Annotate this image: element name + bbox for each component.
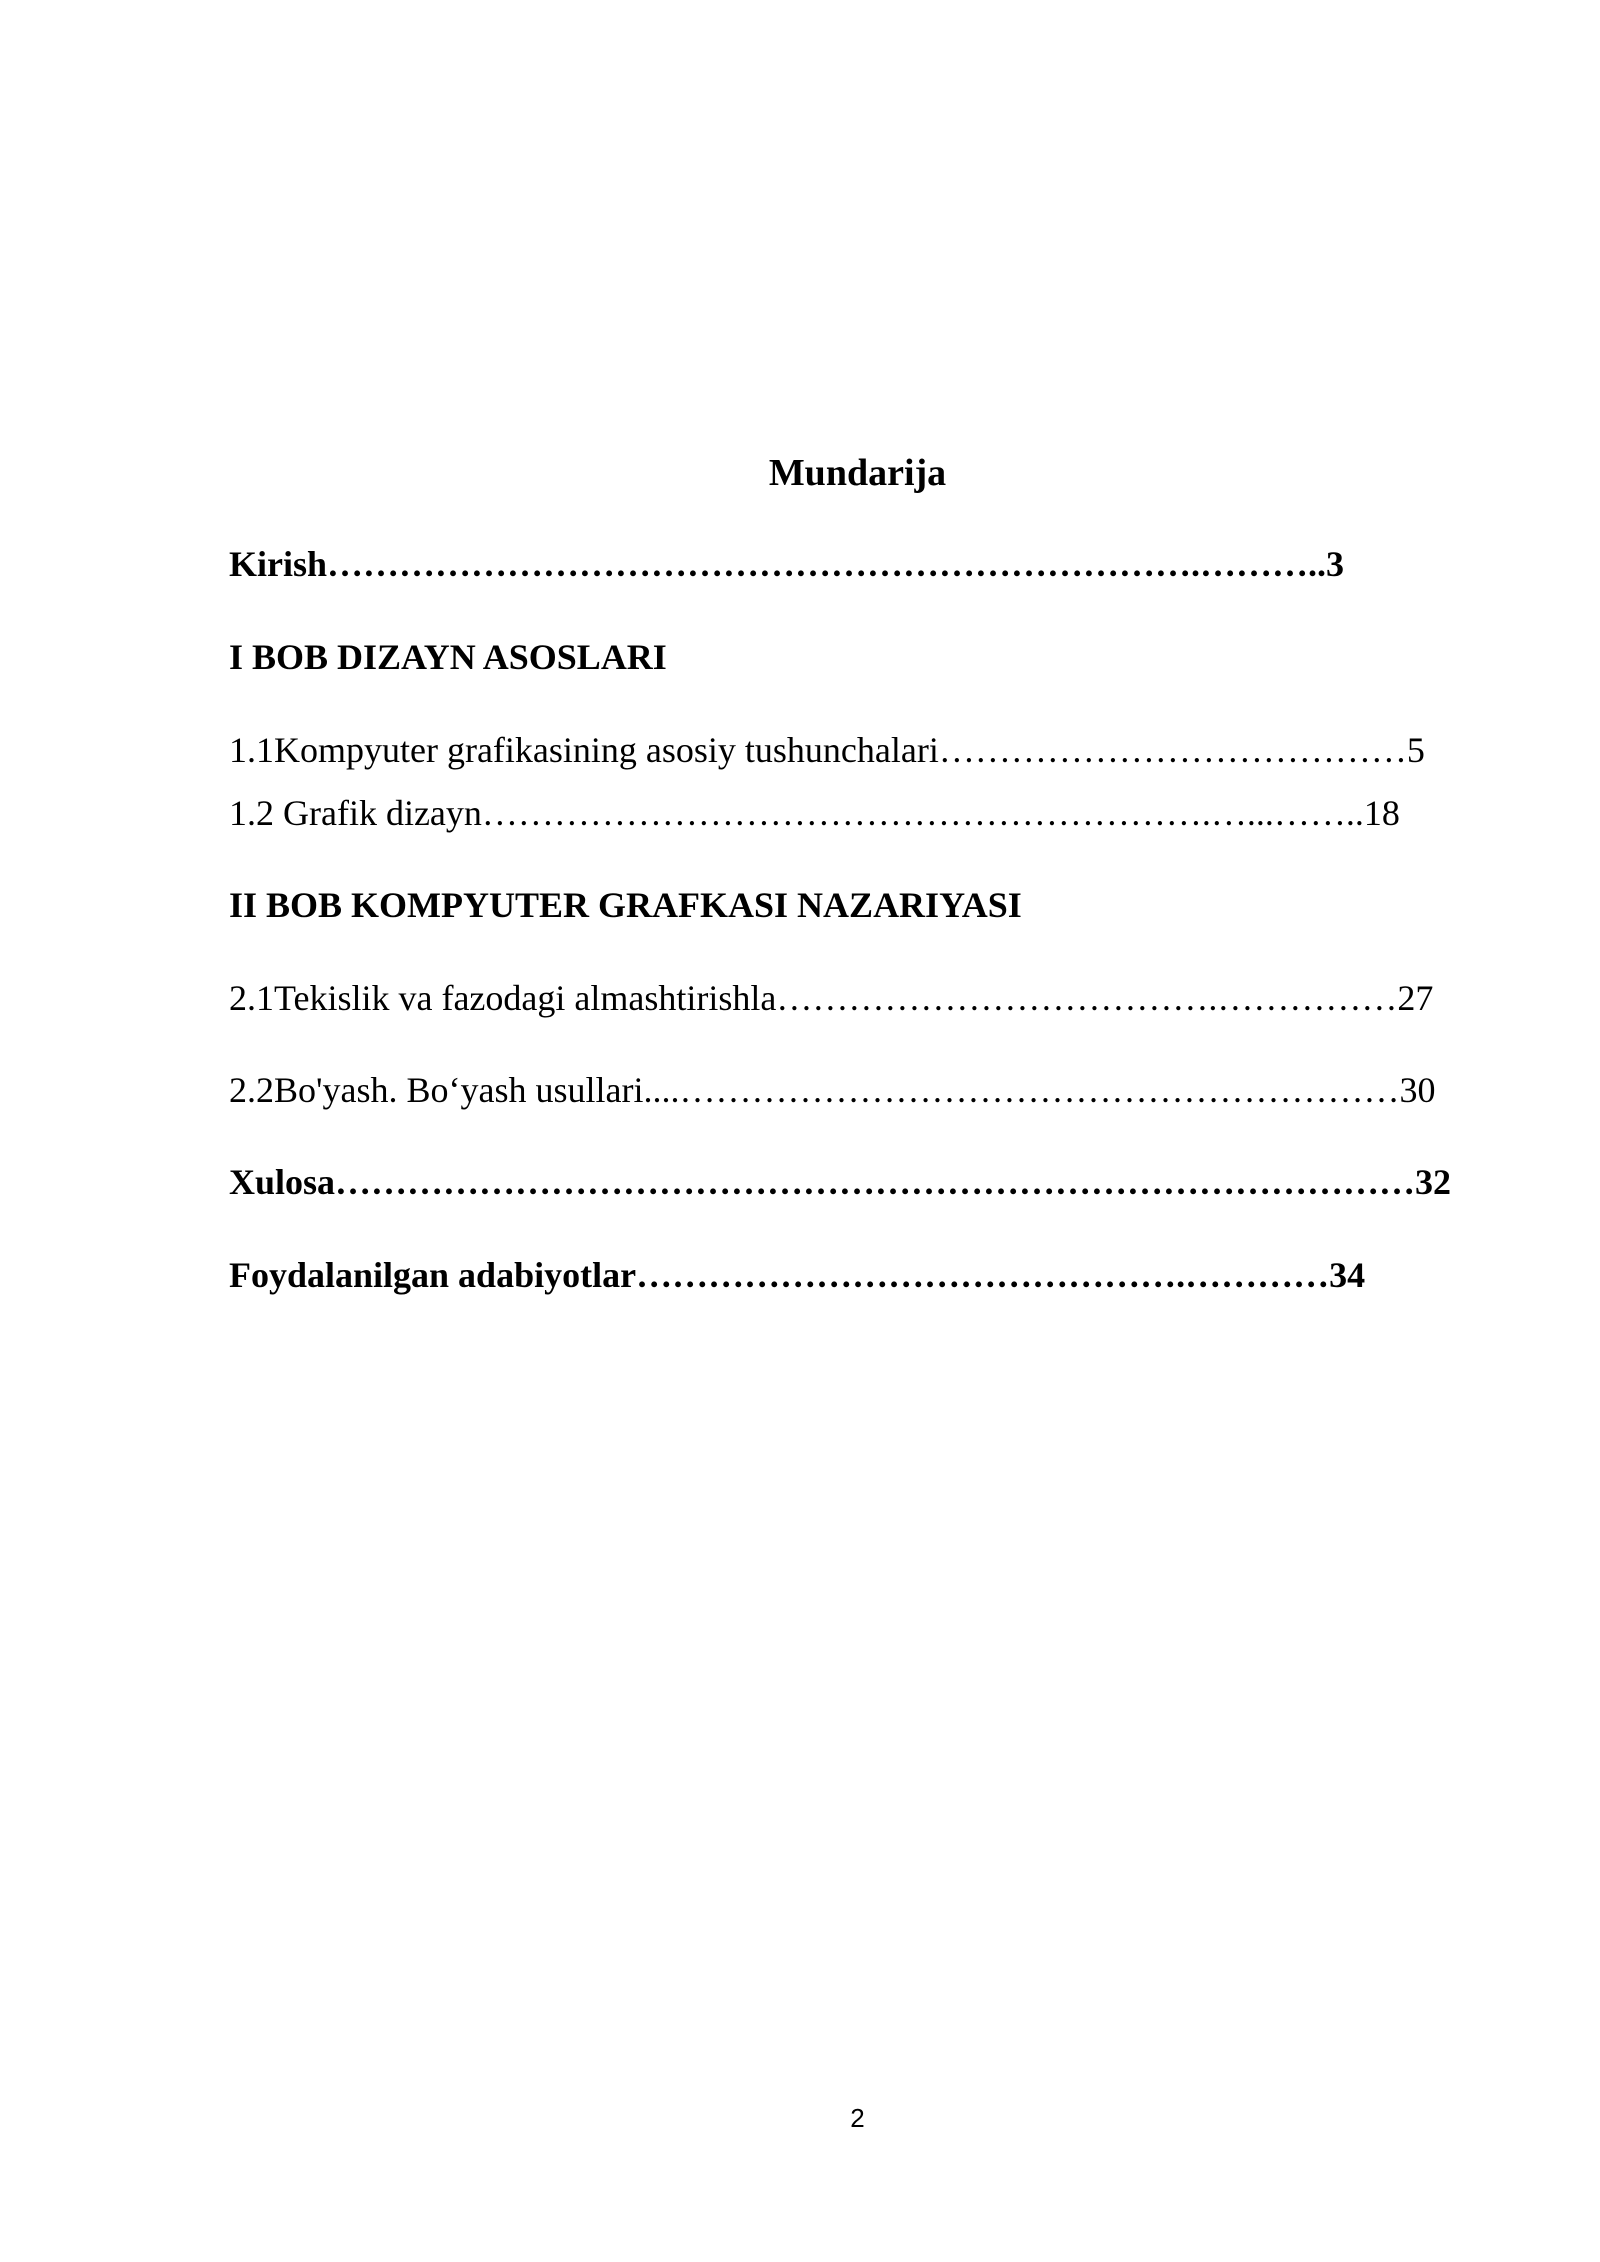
toc-entry-xulosa: Xulosa………………………………………………………………………………32 xyxy=(229,1162,1452,1202)
toc-entry-2-1: 2.1Tekislik va fazodagi almashtirishla……………………………….……………27 xyxy=(229,978,1434,1018)
toc-chapter-1: I BOB DIZAYN ASOSLARI xyxy=(229,637,667,677)
toc-title: Mundarija xyxy=(768,452,947,494)
toc-chapter-2: II BOB KOMPYUTER GRAFKASI NAZARIYASI xyxy=(229,885,1022,925)
toc-entry-kirish: Kirish……………………………………………………………….………..3 xyxy=(229,544,1345,584)
toc-entry-1-1: 1.1Kompyuter grafikasining asosiy tushunchalari…………………………………5 xyxy=(229,730,1425,770)
toc-entry-2-2: 2.2Bo'yash. Bo‘yash usullari....……………………………………………………30 xyxy=(229,1070,1436,1110)
toc-entry-1-2: 1.2 Grafik dizayn…………………………………………………….…...……..18 xyxy=(229,793,1400,833)
toc-entry-adabiyotlar: Foydalanilgan adabiyotlar……………………………………….…………34 xyxy=(229,1255,1366,1295)
page-number: 2 xyxy=(850,2103,865,2133)
